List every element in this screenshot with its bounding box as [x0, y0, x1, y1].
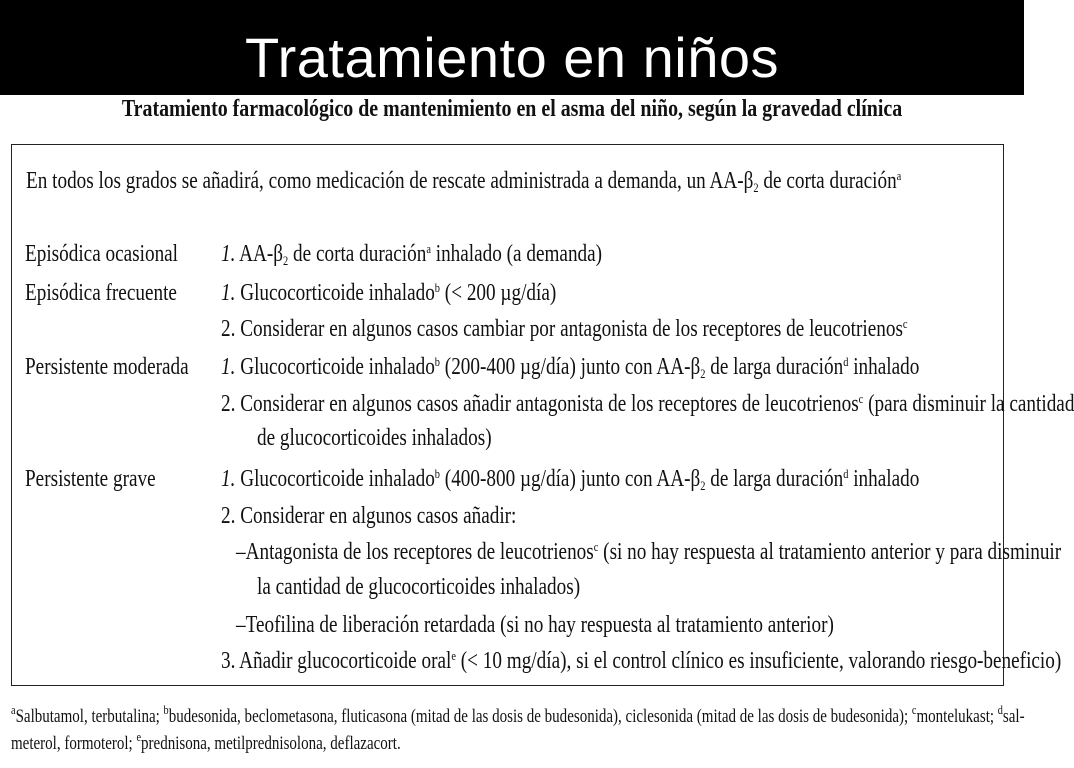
treatment-pg-1: 1. Glucocorticoide inhalado$^b$ (400-800 µg/día) junto con $AA-\beta_2$ de larga duración$^d$ inhalado: [221, 466, 920, 493]
footnote-line-2: meterol, formoterol; $^e$prednisona, metilprednisolona, deflazacort.: [11, 729, 401, 754]
footnote-line-1: $^a$Salbutamol, terbutalina; $^b$budesonida, beclometasona, fluticasona (mitad de las dosis de budesonida), ciclesonida (mitad de las dosis de budesonida); $^c$montelukast; $^d$sal-: [11, 702, 1025, 727]
treatment-pg-3: 3. Añadir glucocorticoide oral$^e$ (< 10 mg/día), si el control clínico es insuficiente, valorando riesgo-beneficio): [221, 648, 1062, 674]
treatment-pg-2a-cont: la cantidad de glucocorticoides inhalados): [257, 574, 581, 600]
slide-header: [0, 0, 1024, 95]
intro-text: En todos los grados se añadirá, como medicación de rescate administrada a demanda, un $AA-\beta_2$ de corta duración$^a$: [26, 168, 902, 195]
treatment-table: [11, 144, 1074, 686]
treatment-pg-2: 2. Considerar en algunos casos añadir:: [221, 503, 517, 529]
treatment-pg-2b: –Teofilina de liberación retardada (si no hay respuesta al tratamiento anterior): [236, 612, 834, 638]
treatment-pm-1: 1. Glucocorticoide inhalado$^b$ (200-400 µg/día) junto con $AA-\beta_2$ de larga duración$^d$ inhalado: [221, 354, 920, 381]
row-label-episodica-ocasional: Episódica ocasional: [25, 241, 179, 267]
table-title: Tratamiento farmacológico de mantenimiento en el asma del niño, según la gravedad clínica: [121, 96, 903, 122]
treatment-ef-2: 2. Considerar en algunos casos cambiar por antagonista de los receptores de leucotrienos$^c$: [221, 316, 908, 342]
row-label-persistente-grave: Persistente grave: [25, 466, 156, 492]
treatment-pm-2-cont: de glucocorticoides inhalados): [257, 425, 492, 451]
treatment-pm-2: 2. Considerar en algunos casos añadir antagonista de los receptores de leucotrienos$^c$ (para disminuir la cantidad: [221, 391, 1074, 417]
treatment-pg-2a: –Antagonista de los receptores de leucotrienos$^c$ (si no hay respuesta al tratamiento anterior y para disminuir: [236, 539, 1062, 565]
footnotes: [11, 702, 1025, 757]
treatment-ef-1: 1. Glucocorticoide inhalado$^b$ (< 200 µg/día): [221, 280, 557, 306]
row-label-episodica-frecuente: Episódica frecuente: [25, 280, 177, 306]
slide-title: Tratamiento en niños: [245, 26, 779, 89]
treatment-eo-1: 1. $AA-\beta_2$ de corta duración$^a$ inhalado (a demanda): [221, 241, 603, 268]
row-label-persistente-moderada: Persistente moderada: [25, 354, 189, 380]
